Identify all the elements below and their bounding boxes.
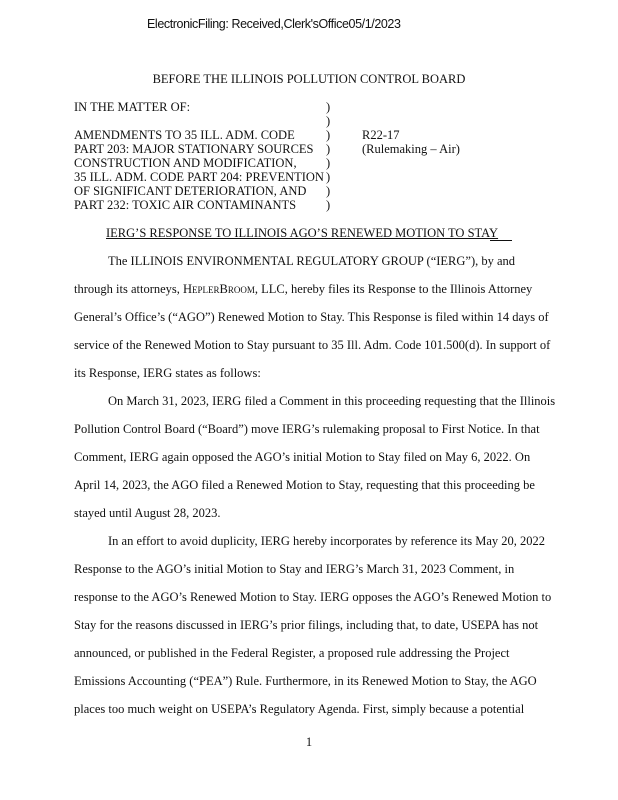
caption-line: OF SIGNIFICANT DETERIORATION, AND (74, 184, 307, 198)
filing-header: ElectronicFiling: Received,Clerk'sOffice05/1/2023 (147, 17, 401, 31)
body-line: Emissions Accounting (“PEA”) Rule. Furthermore, in its Renewed Motion to Stay, the AGO (74, 674, 537, 688)
body-line: response to the AGO’s Renewed Motion to Stay. IERG opposes the AGO’s Renewed Motion to (74, 590, 552, 604)
caption-line: CONSTRUCTION AND MODIFICATION, (74, 156, 297, 170)
body-line: announced, or published in the Federal Register, a proposed rule addressing the Project (74, 646, 510, 660)
body-line: April 14, 2023, the AGO filed a Renewed Motion to Stay, requesting that this proceeding be (74, 478, 535, 492)
body-line: On March 31, 2023, IERG filed a Comment in this proceeding requesting that the Illinois (108, 394, 556, 408)
body-line: places too much weight on USEPA’s Regulatory Agenda. First, simply because a potential (74, 702, 525, 716)
case-type: (Rulemaking – Air) (362, 142, 460, 156)
body-text: through its attorneys, (74, 282, 184, 296)
board-title: BEFORE THE ILLINOIS POLLUTION CONTROL BOARD (152, 72, 466, 86)
body-line: General’s Office’s (“AGO”) Renewed Motion to Stay. This Response is filed within 14 days of (74, 310, 549, 324)
caption-line: 35 ILL. ADM. CODE PART 204: PREVENTION (74, 170, 324, 184)
caption-paren: ) (326, 156, 331, 170)
body-line: Stay for the reasons discussed in IERG’s prior filings, including that, to date, USEPA has not (74, 618, 539, 632)
caption-paren: ) (326, 114, 331, 128)
page-number: 1 (305, 735, 313, 749)
body-line: its Response, IERG states as follows: (74, 366, 261, 380)
caption-paren: ) (326, 170, 331, 184)
body-line: service of the Renewed Motion to Stay pursuant to 35 Ill. Adm. Code 101.500(d). In support of (74, 338, 551, 352)
caption-paren: ) (326, 142, 331, 156)
document-title-rule (490, 240, 512, 241)
caption-paren: ) (326, 198, 331, 212)
caption-paren: ) (326, 184, 331, 198)
body-text: , LLC, hereby files its Response to the Illinois Attorney (254, 282, 533, 296)
law-firm-name: HeplerBroom (183, 282, 255, 296)
document-title: IERG’S RESPONSE TO ILLINOIS AGO’S RENEWED MOTION TO STAY (106, 226, 499, 240)
caption-line: AMENDMENTS TO 35 ILL. ADM. CODE (74, 128, 295, 142)
body-line: Comment, IERG again opposed the AGO’s initial Motion to Stay filed on May 6, 2022. On (74, 450, 531, 464)
body-line: stayed until August 28, 2023. (74, 506, 221, 520)
body-line: In an effort to avoid duplicity, IERG hereby incorporates by reference its May 20, 2022 (108, 534, 546, 548)
body-line: The ILLINOIS ENVIRONMENTAL REGULATORY GROUP (“IERG”), by and (108, 254, 516, 268)
body-line (74, 282, 532, 296)
caption-paren: ) (326, 100, 331, 114)
caption-paren: ) (326, 128, 331, 142)
caption-line: PART 203: MAJOR STATIONARY SOURCES (74, 142, 314, 156)
body-line: Pollution Control Board (“Board”) move IERG’s rulemaking proposal to First Notice. In that (74, 422, 540, 436)
body-line: Response to the AGO’s initial Motion to Stay and IERG’s March 31, 2023 Comment, in (74, 562, 515, 576)
caption-in-the-matter: IN THE MATTER OF: (74, 100, 191, 114)
caption-line: PART 232: TOXIC AIR CONTAMINANTS (74, 198, 297, 212)
case-number: R22-17 (362, 128, 400, 142)
